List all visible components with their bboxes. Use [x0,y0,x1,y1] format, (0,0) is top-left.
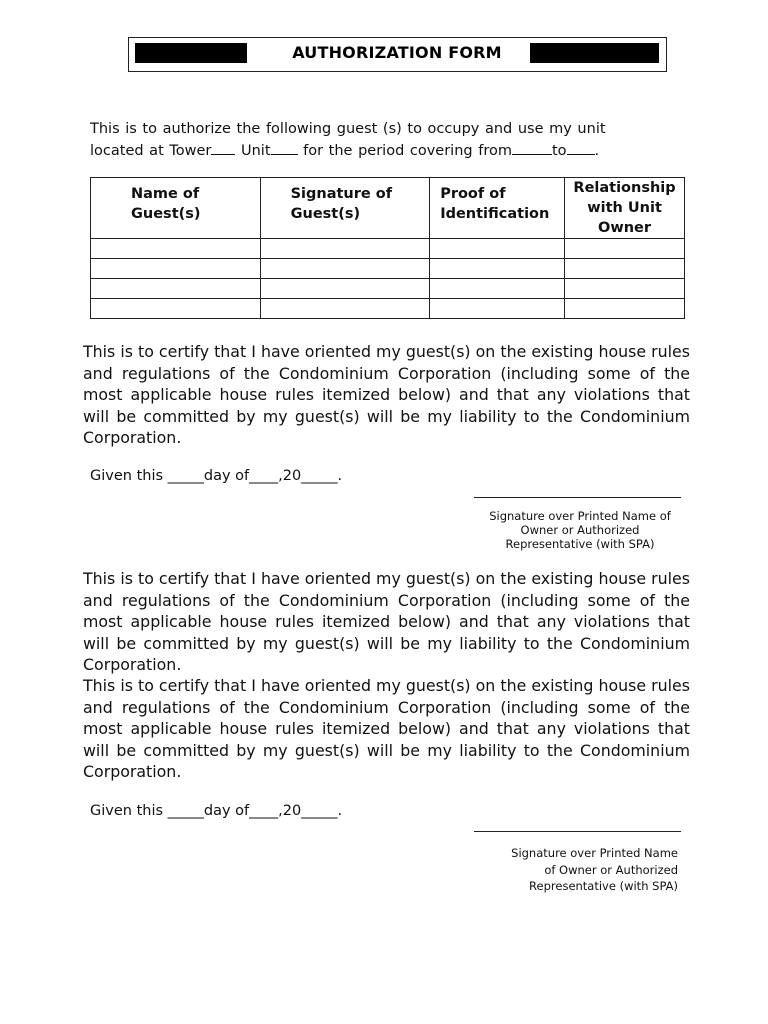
table-cell-signature[interactable] [260,279,430,299]
header-guest-name: Name of Guest(s) [91,178,261,239]
form-title-box [128,37,667,72]
certification-paragraph-1: This is to certify that I have oriented my guest(s) on the existing house rules and regulations of the Condominium Corporation (including some of the most applicable house rules itemized below) and that any violations that will be committed by my guest(s) will be my liability to the Condominium Corporation. [83,342,690,447]
table-cell-id[interactable] [430,279,565,299]
guest-table [90,177,685,319]
table-row [91,239,685,259]
form-title: AUTHORIZATION FORM [292,43,502,62]
table-cell-id[interactable] [430,259,565,279]
signature-line-1[interactable] [474,497,681,498]
table-cell-relationship[interactable] [565,279,685,299]
period-from-blank[interactable] [512,140,552,155]
certification-paragraph-3: This is to certify that I have oriented my guest(s) on the existing house rules and regulations of the Condominium Corporation (including some of the most applicable house rules itemized below) and that any violations that will be committed by my guest(s) will be my liability to the Condominium Corporation. [83,676,690,781]
intro-unit-label: Unit [240,143,271,159]
table-cell-signature[interactable] [260,239,430,259]
table-row [91,279,685,299]
table-cell-signature[interactable] [260,259,430,279]
intro-line-1: This is to authorize the following guest (s) to occupy and use my unit [90,121,606,137]
intro-paragraph [90,118,690,162]
guest-table-header [91,178,685,239]
given-date-line-2[interactable]: Given this _____day of____,20_____. [90,803,343,819]
form-title-bar [135,43,659,63]
period-to-blank[interactable] [567,140,595,155]
signature-caption-2: Signature over Printed Name of Owner or Authorized Representative (with SPA) [511,846,678,893]
unit-blank[interactable] [271,140,298,155]
intro-to-label: to [551,143,567,159]
header-relationship: Relationship with Unit Owner [565,178,685,239]
signature-line-2[interactable] [474,831,681,832]
certification-paragraph-2: This is to certify that I have oriented my guest(s) on the existing house rules and regulations of the Condominium Corporation (including some of the most applicable house rules itemized below) and that any violations that will be committed by my guest(s) will be my liability to the Condominium Corporation. [83,569,690,674]
table-row [91,299,685,319]
table-cell-name[interactable] [91,239,261,259]
signature-caption-1: Signature over Printed Name of Owner or Authorized Representative (with SPA) [489,509,671,551]
table-cell-id[interactable] [430,299,565,319]
given-date-line-1[interactable]: Given this _____day of____,20_____. [90,468,343,484]
table-cell-relationship[interactable] [565,299,685,319]
tower-blank[interactable] [211,140,235,155]
table-cell-signature[interactable] [260,299,430,319]
table-cell-name[interactable] [91,299,261,319]
intro-period-label: for the period covering from [303,143,512,159]
table-cell-name[interactable] [91,279,261,299]
table-cell-relationship[interactable] [565,259,685,279]
table-cell-relationship[interactable] [565,239,685,259]
intro-end: . [594,143,600,159]
intro-tower-label: located at Tower [90,143,212,159]
table-cell-id[interactable] [430,239,565,259]
intro-line-2 [90,140,690,162]
table-row [91,259,685,279]
header-proof-of-id: Proof of Identification [430,178,565,239]
header-guest-signature: Signature of Guest(s) [260,178,430,239]
table-cell-name[interactable] [91,259,261,279]
